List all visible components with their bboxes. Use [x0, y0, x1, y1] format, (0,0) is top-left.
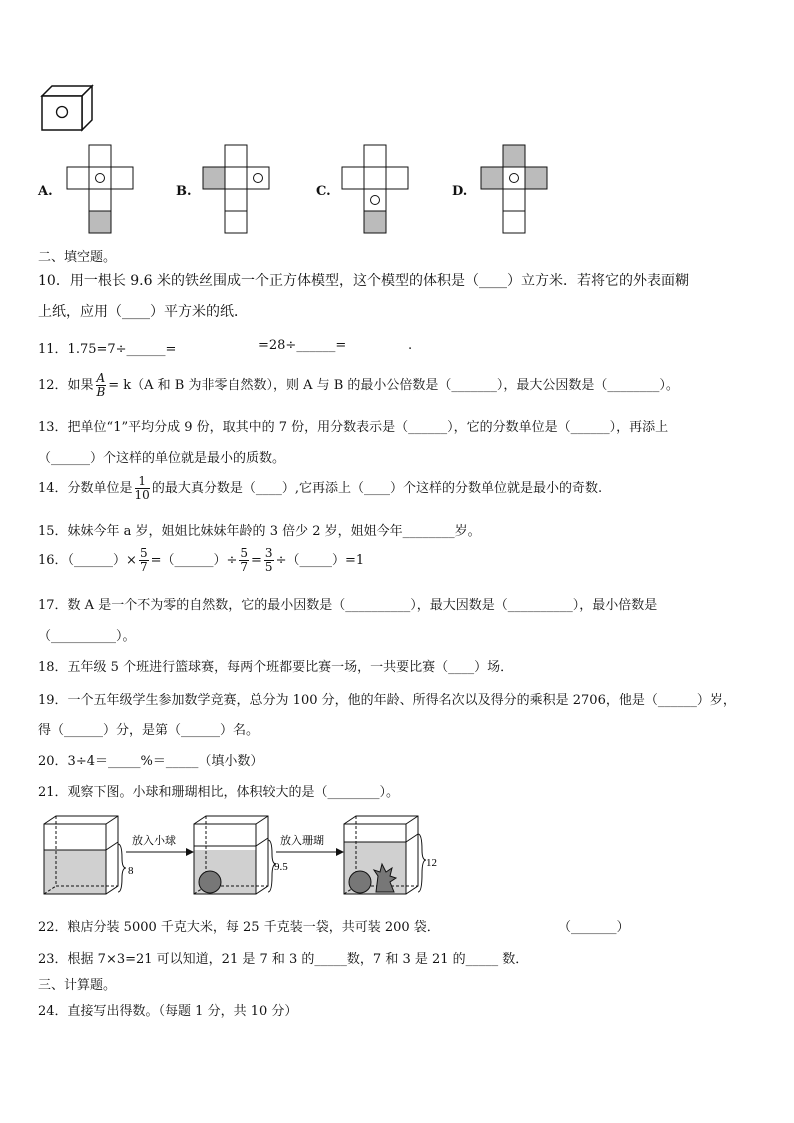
q12-fraction [96, 372, 107, 399]
section-calc-heading: 三、计算题。 [38, 978, 117, 993]
net-option-b[interactable] [202, 144, 274, 236]
question-15: 15．妹妹今年 a 岁，姐姐比妹妹年龄的 3 倍少 2 岁，姐姐今年________岁。 [38, 524, 481, 539]
question-19-line1: 19．一个五年级学生参加数学竞赛，总分为 100 分，他的年龄、所得名次以及得分的乘积是 2706，他是（______）岁， [38, 693, 736, 708]
tank-3-height: 12 [426, 857, 437, 869]
figure-21-tanks [40, 812, 450, 900]
q14-part-b: 的最大真分数是（____）,它再添上（____）个这样的分数单位就是最小的奇数. [151, 481, 603, 496]
question-12 [38, 372, 679, 399]
question-24: 24．直接写出得数。（每题 1 分，共 10 分） [38, 1004, 298, 1019]
arrow-2-label: 放入珊瑚 [280, 834, 324, 847]
tank-1 [44, 816, 126, 894]
question-14 [38, 475, 602, 502]
tank-1-height: 8 [128, 865, 134, 877]
q11-part-c: . [408, 338, 413, 353]
q16-fraction-1 [139, 547, 149, 574]
question-13-line1: 13．把单位“1”平均分成 9 份，取其中的 7 份，用分数表示是（______），它的分数单位是（______），再添上 [38, 420, 669, 435]
q16-f3-num: 3 [264, 546, 273, 560]
tank-2-height: 9.5 [274, 861, 288, 873]
cube-figure [40, 84, 96, 132]
net-option-d[interactable] [480, 144, 552, 236]
q14-frac-num: 1 [135, 475, 150, 489]
question-16 [38, 547, 364, 574]
q14-fraction [135, 475, 150, 502]
q16-part-c: = [251, 553, 262, 568]
question-22: 22．粮店分装 5000 千克大米，每 25 千克装一袋，共可装 200 袋． [38, 920, 440, 935]
cube-circle-icon [57, 107, 68, 118]
question-18: 18．五年级 5 个班进行篮球赛，每两个班都要比赛一场，一共要比赛（____）场． [38, 660, 514, 675]
question-21: 21．观察下图。小球和珊瑚相比，体积较大的是（________）。 [38, 785, 400, 800]
q11-part-a: 11．1.75=7÷______= [38, 342, 177, 357]
tank-2 [194, 816, 276, 894]
net-option-c[interactable] [341, 144, 413, 236]
question-17-line1: 17．数 A 是一个不为零的自然数，它的最小因数是（__________），最大因数是（__________），最小倍数是 [38, 598, 658, 613]
ball-icon [199, 871, 221, 893]
ball-icon-2 [349, 871, 371, 893]
q16-f2-den: 7 [240, 560, 249, 574]
arrow-1-head [186, 848, 194, 856]
q12-part-a: 12．如果 [38, 378, 94, 393]
q12-frac-num: A [96, 371, 106, 385]
q11-part-b: =28÷______= [258, 338, 347, 353]
arrow-1-label: 放入小球 [132, 834, 176, 847]
q16-f3-den: 5 [264, 560, 273, 574]
q12-part-b: = k（A 和 B 为非零自然数），则 A 与 B 的最小公倍数是（_______），最大公因数是（________）。 [108, 378, 679, 393]
question-10-line1: 10．用一根长 9.6 米的铁丝围成一个正方体模型，这个模型的体积是（____）立方米．若将它的外表面糊 [38, 273, 689, 289]
q12-frac-den: B [96, 385, 106, 399]
option-a-label[interactable]: A. [38, 184, 53, 199]
section-fill-heading: 二、填空题。 [38, 250, 117, 265]
question-17-line2: （__________）。 [38, 629, 136, 644]
net-option-a[interactable] [66, 144, 138, 236]
option-d-label[interactable]: D. [452, 184, 468, 199]
q16-fraction-2 [239, 547, 249, 574]
question-13-line2: （______）个这样的单位就是最小的质数。 [38, 451, 286, 466]
question-10-line2: 上纸，应用（____）平方米的纸． [38, 304, 248, 320]
q16-f1-den: 7 [139, 560, 148, 574]
arrow-2-head [336, 848, 344, 856]
option-c-label[interactable]: C. [316, 184, 331, 199]
question-23: 23．根据 7×3=21 可以知道，21 是 7 和 3 的_____数，7 和 3 是 21 的_____ 数． [38, 952, 529, 967]
question-11 [38, 338, 176, 357]
q16-part-b: =（______）÷ [150, 553, 238, 568]
q22-answer-blank: （_______） [558, 920, 630, 935]
q16-part-a: 16．（______）× [38, 553, 137, 568]
q16-f1-num: 5 [139, 546, 148, 560]
option-b-label[interactable]: B. [176, 184, 192, 199]
q16-f2-num: 5 [240, 546, 249, 560]
q16-fraction-3 [264, 547, 274, 574]
question-20: 20．3÷4＝_____%＝_____（填小数） [38, 754, 264, 769]
question-19-line2: 得（______）分，是第（______）名。 [38, 723, 260, 738]
q14-part-a: 14．分数单位是 [38, 481, 133, 496]
q14-frac-den: 10 [134, 488, 150, 502]
tank-3 [344, 816, 426, 894]
q16-part-d: ÷（_____）=1 [275, 553, 365, 568]
